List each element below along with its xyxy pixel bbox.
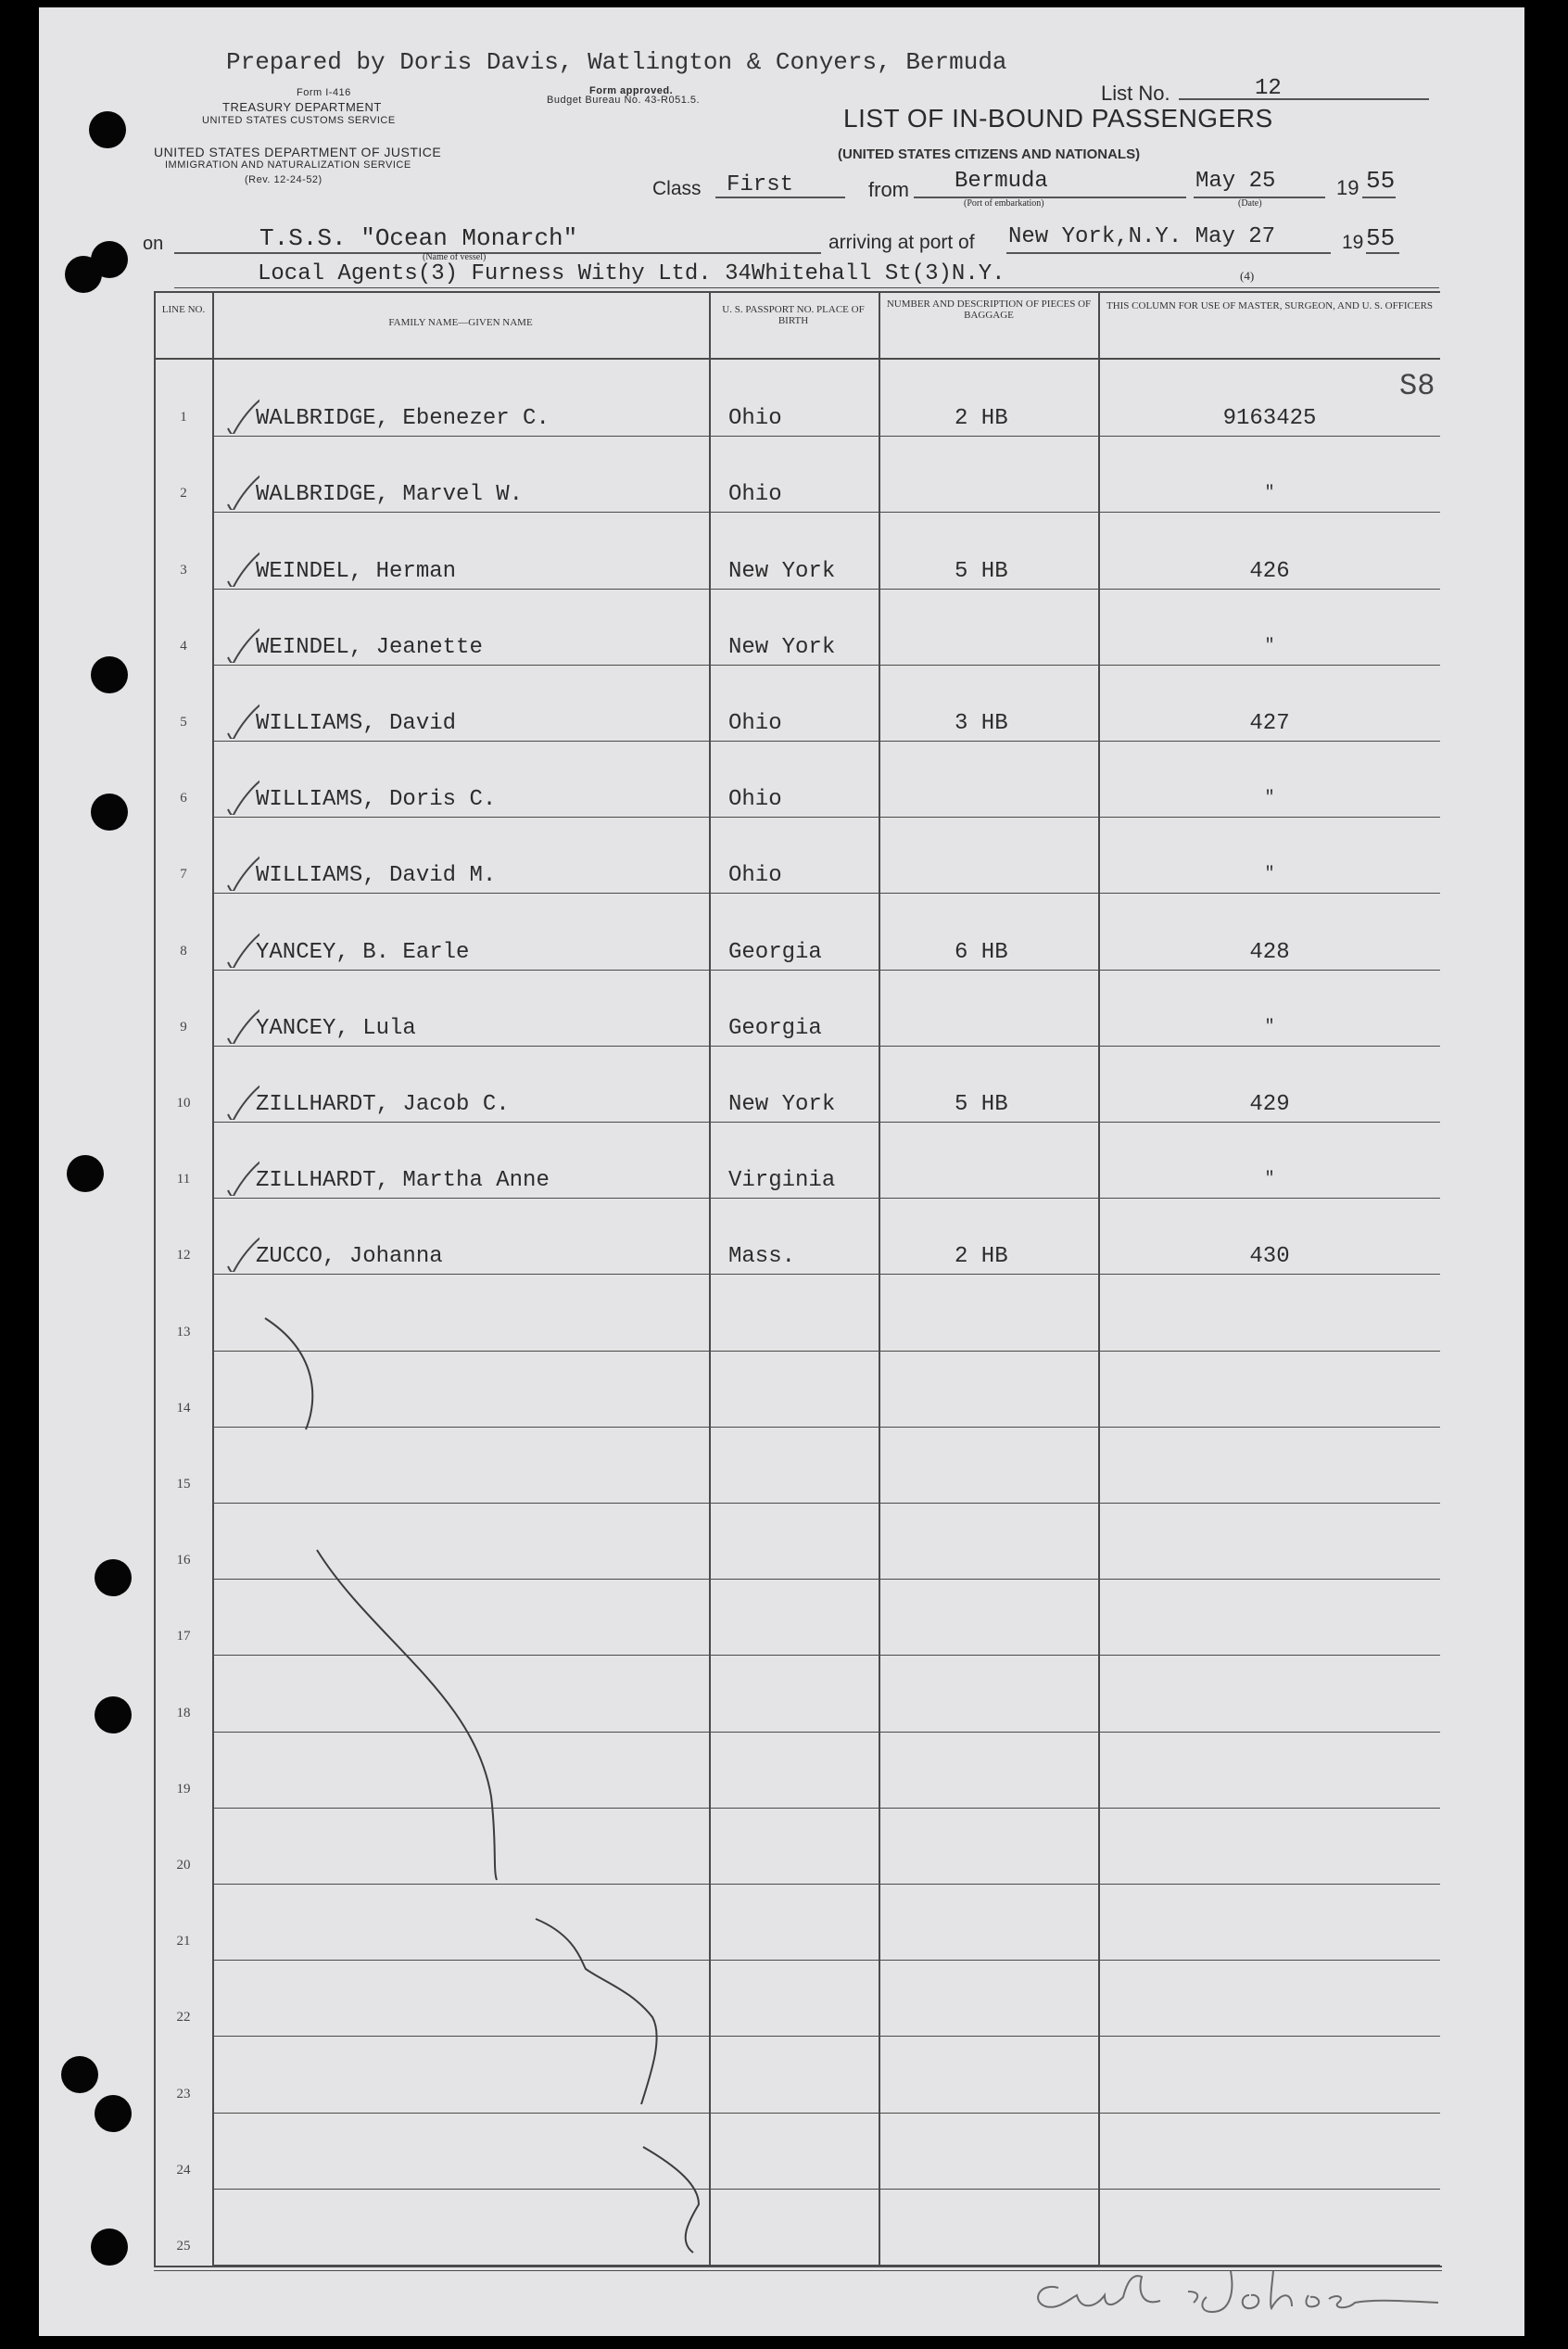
row-rule bbox=[214, 817, 1440, 818]
line-number: 17 bbox=[176, 1629, 191, 1644]
officer-note: 430 bbox=[1249, 1244, 1290, 1270]
row-rule bbox=[214, 1351, 1440, 1352]
vessel-name: T.S.S. "Ocean Monarch" bbox=[259, 224, 578, 252]
passenger-name: WILLIAMS, David M. bbox=[256, 863, 497, 889]
punch-hole bbox=[91, 656, 128, 693]
passenger-name: YANCEY, B. Earle bbox=[256, 939, 470, 965]
class-label: Class bbox=[652, 178, 702, 199]
check-mark bbox=[221, 467, 259, 510]
header-bottom-border bbox=[154, 358, 1440, 360]
row-rule bbox=[214, 1732, 1440, 1733]
passenger-name: ZUCCO, Johanna bbox=[256, 1244, 443, 1270]
row-rule bbox=[214, 1046, 1440, 1047]
passenger-name: YANCEY, Lula bbox=[256, 1015, 416, 1041]
line-number: 11 bbox=[176, 1172, 191, 1187]
place-of-birth: New York bbox=[728, 634, 836, 660]
line-number: 20 bbox=[176, 1858, 191, 1873]
table-top-border bbox=[154, 291, 1440, 293]
baggage-count: 6 HB bbox=[955, 939, 1008, 965]
punch-hole bbox=[95, 1696, 132, 1733]
place-of-birth: Ohio bbox=[728, 406, 782, 432]
place-of-birth: New York bbox=[728, 1092, 836, 1117]
row-rule bbox=[214, 1655, 1440, 1656]
list-no-label: List No. bbox=[1101, 82, 1170, 105]
row-rule bbox=[214, 1427, 1440, 1428]
row-rule bbox=[214, 1808, 1440, 1809]
arrival-port-field bbox=[1006, 252, 1331, 254]
form-approved: Form approved. bbox=[589, 85, 674, 96]
punch-hole bbox=[95, 1559, 132, 1596]
arrival-port: New York,N.Y. May 27 bbox=[1008, 224, 1276, 249]
date-caption: (Date) bbox=[1238, 198, 1262, 209]
officer-note: " bbox=[1264, 865, 1275, 884]
line-number: 1 bbox=[180, 410, 187, 425]
place-of-birth: New York bbox=[728, 558, 836, 584]
check-mark bbox=[221, 1229, 259, 1272]
row-rule bbox=[214, 1274, 1440, 1275]
arrival-year-field bbox=[1366, 252, 1399, 254]
line-number: 8 bbox=[180, 943, 187, 959]
agents-note: (4) bbox=[1240, 269, 1255, 283]
treasury-department: TREASURY DEPARTMENT bbox=[222, 100, 382, 114]
from-value: Bermuda bbox=[955, 169, 1048, 194]
vessel-field bbox=[174, 252, 821, 254]
local-agents: Local Agents(3) Furness Withy Ltd. 34Whitehall St(3)N.Y. bbox=[258, 261, 1005, 286]
check-mark bbox=[221, 620, 259, 663]
from-field bbox=[914, 197, 1186, 198]
line-number: 14 bbox=[176, 1400, 191, 1416]
list-no-field bbox=[1179, 98, 1429, 100]
line-number: 7 bbox=[180, 867, 187, 882]
line-number: 19 bbox=[176, 1781, 191, 1797]
place-of-birth: Ohio bbox=[728, 711, 782, 736]
row-rule bbox=[214, 589, 1440, 590]
line-number: 23 bbox=[176, 2086, 191, 2101]
line-number: 6 bbox=[180, 791, 187, 806]
check-mark bbox=[221, 1001, 259, 1044]
year-value: 55 bbox=[1366, 167, 1396, 195]
class-value: First bbox=[727, 172, 794, 197]
form-number: Form I-416 bbox=[297, 87, 351, 98]
prepared-by: Prepared by Doris Davis, Watlington & Conyers, Bermuda bbox=[226, 48, 1007, 76]
punch-hole bbox=[65, 256, 102, 293]
agents-underline bbox=[174, 287, 1439, 288]
place-of-birth: Ohio bbox=[728, 787, 782, 813]
line-number: 15 bbox=[176, 1477, 191, 1492]
check-mark bbox=[221, 848, 259, 891]
baggage-count: 3 HB bbox=[955, 711, 1008, 736]
arrival-year-prefix: 19 bbox=[1342, 232, 1364, 253]
department-of-justice: UNITED STATES DEPARTMENT OF JUSTICE bbox=[154, 145, 442, 159]
document-subtitle: (UNITED STATES CITIZENS AND NATIONALS) bbox=[838, 146, 1141, 162]
pen-stroke bbox=[265, 1318, 312, 1429]
place-of-birth: Ohio bbox=[728, 863, 782, 889]
row-rule bbox=[214, 2113, 1440, 2114]
line-number: 9 bbox=[180, 1019, 187, 1035]
passenger-name: WEINDEL, Jeanette bbox=[256, 634, 483, 660]
row-rule bbox=[214, 1884, 1440, 1885]
officer-note: " bbox=[1264, 484, 1275, 503]
passenger-name: ZILLHARDT, Jacob C. bbox=[256, 1092, 510, 1117]
line-number: 16 bbox=[176, 1553, 191, 1568]
punch-hole bbox=[61, 2056, 98, 2093]
list-no-value: 12 bbox=[1255, 76, 1282, 101]
col-line-no: LINE NO. bbox=[161, 304, 206, 315]
officer-note: " bbox=[1264, 1017, 1275, 1036]
table-left-border bbox=[154, 291, 156, 2267]
line-number: 12 bbox=[176, 1248, 191, 1263]
col-officers: THIS COLUMN FOR USE OF MASTER, SURGEON, AND U. S. OFFICERS bbox=[1106, 300, 1434, 311]
passenger-name: ZILLHARDT, Martha Anne bbox=[256, 1168, 550, 1194]
line-number: 4 bbox=[180, 638, 187, 654]
from-label: from bbox=[868, 178, 909, 201]
vessel-caption: (Name of vessel) bbox=[423, 252, 487, 262]
baggage-count: 5 HB bbox=[955, 1092, 1008, 1117]
on-label: on bbox=[143, 234, 164, 254]
year-prefix: 19 bbox=[1336, 176, 1359, 199]
line-number: 22 bbox=[176, 2010, 191, 2025]
passenger-name: WEINDEL, Herman bbox=[256, 558, 457, 584]
row-rule bbox=[214, 1503, 1440, 1504]
officer-note: 429 bbox=[1249, 1092, 1290, 1117]
punch-hole bbox=[95, 2095, 132, 2132]
officer-note: 427 bbox=[1249, 711, 1290, 736]
line-number: 13 bbox=[176, 1324, 191, 1340]
baggage-count: 5 HB bbox=[955, 558, 1008, 584]
passenger-name: WILLIAMS, Doris C. bbox=[256, 787, 497, 813]
row-rule bbox=[214, 970, 1440, 971]
document-title: LIST OF IN-BOUND PASSENGERS bbox=[843, 104, 1273, 133]
line-number: 3 bbox=[180, 562, 187, 578]
passenger-name: WALBRIDGE, Marvel W. bbox=[256, 482, 524, 508]
date-value: May 25 bbox=[1195, 169, 1276, 194]
row-rule bbox=[214, 2189, 1440, 2190]
port-caption: (Port of embarkation) bbox=[964, 198, 1044, 209]
row-rule bbox=[214, 1960, 1440, 1961]
year-field bbox=[1362, 197, 1396, 198]
officer-note: 9163425 bbox=[1222, 406, 1317, 432]
line-number: 25 bbox=[176, 2239, 191, 2254]
immigration-service: IMMIGRATION AND NATURALIZATION SERVICE bbox=[165, 159, 411, 171]
line-number: 2 bbox=[180, 486, 187, 502]
baggage-count: 2 HB bbox=[955, 406, 1008, 432]
pen-stroke bbox=[317, 1550, 497, 1880]
passenger-name: WALBRIDGE, Ebenezer C. bbox=[256, 406, 550, 432]
punch-hole bbox=[89, 111, 126, 148]
officer-note: 426 bbox=[1249, 558, 1290, 584]
baggage-count: 2 HB bbox=[955, 1244, 1008, 1270]
line-number: 24 bbox=[176, 2162, 191, 2178]
row-rule bbox=[214, 1122, 1440, 1123]
officer-note: " bbox=[1264, 789, 1275, 808]
punch-hole bbox=[67, 1155, 104, 1192]
check-mark bbox=[221, 391, 259, 434]
check-mark bbox=[221, 1077, 259, 1120]
row-rule bbox=[214, 1579, 1440, 1580]
arrival-year: 55 bbox=[1366, 224, 1396, 252]
arriving-label: arriving at port of bbox=[828, 232, 975, 253]
row-rule bbox=[214, 512, 1440, 513]
check-mark bbox=[221, 696, 259, 739]
place-of-birth: Ohio bbox=[728, 482, 782, 508]
officer-note: " bbox=[1264, 636, 1275, 655]
check-mark bbox=[221, 1153, 259, 1196]
line-number: 18 bbox=[176, 1705, 191, 1720]
line-number: 10 bbox=[176, 1096, 191, 1111]
row-rule bbox=[214, 893, 1440, 894]
col-name: FAMILY NAME—GIVEN NAME bbox=[388, 317, 533, 328]
punch-hole bbox=[91, 794, 128, 831]
officer-signature bbox=[1003, 2254, 1448, 2319]
row-rule bbox=[214, 741, 1440, 742]
place-of-birth: Mass. bbox=[728, 1244, 796, 1270]
punch-hole bbox=[91, 2228, 128, 2266]
row-rule bbox=[214, 665, 1440, 666]
place-of-birth: Virginia bbox=[728, 1168, 836, 1194]
col-passport: U. S. PASSPORT NO. PLACE OF BIRTH bbox=[722, 304, 865, 326]
pen-stroke bbox=[643, 2147, 699, 2253]
row-rule bbox=[214, 436, 1440, 437]
budget-bureau: Budget Bureau No. 43-R051.5. bbox=[547, 95, 701, 106]
customs-service: UNITED STATES CUSTOMS SERVICE bbox=[202, 115, 396, 126]
pen-stroke bbox=[536, 1919, 657, 2104]
check-mark bbox=[221, 925, 259, 968]
officer-note: 428 bbox=[1249, 939, 1290, 965]
row-rule bbox=[214, 1198, 1440, 1199]
check-mark bbox=[221, 544, 259, 587]
place-of-birth: Georgia bbox=[728, 939, 822, 965]
manifest-page bbox=[39, 7, 1524, 2336]
line-number: 21 bbox=[176, 1934, 191, 1949]
margin-note: S8 bbox=[1399, 369, 1435, 403]
revision-date: (Rev. 12-24-52) bbox=[245, 174, 322, 185]
row-rule bbox=[214, 2036, 1440, 2037]
officer-note: " bbox=[1264, 1170, 1275, 1189]
passenger-name: WILLIAMS, David bbox=[256, 711, 457, 736]
check-mark bbox=[221, 772, 259, 815]
col-baggage: NUMBER AND DESCRIPTION OF PIECES OF BAGGAGE bbox=[886, 298, 1092, 321]
place-of-birth: Georgia bbox=[728, 1015, 822, 1041]
line-number: 5 bbox=[180, 715, 187, 730]
